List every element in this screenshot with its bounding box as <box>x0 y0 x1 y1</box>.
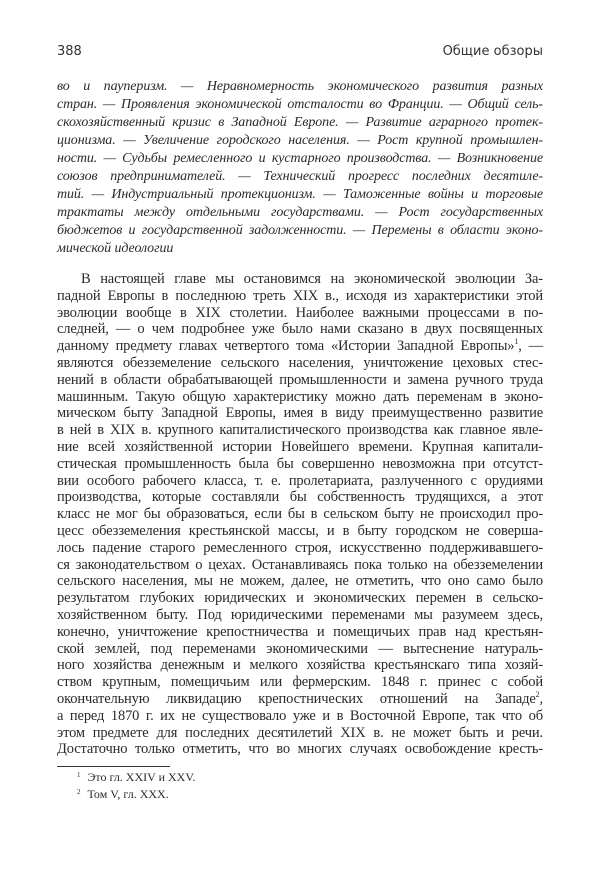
text-line <box>57 691 543 708</box>
text-line: производства, которые составляли бы собственность трудящихся, а этот <box>57 489 543 506</box>
text-line: хозяйственном быту. Под юридическими переменами мы разумеем здесь, <box>57 606 543 623</box>
running-head: Общие обзоры <box>442 44 543 59</box>
text-line: во и пауперизм. — Неравномерность экономического развития разных <box>57 79 543 94</box>
text-line: класс не мог бы образоваться, если бы в сельском быту не происходил про- <box>57 506 543 523</box>
body-paragraph <box>57 271 543 758</box>
footnote-ref: 2 <box>535 689 540 699</box>
chapter-summary <box>57 78 543 258</box>
text-line: машинным. Такую общую характеристику можно дать переменам в эконо- <box>57 388 543 405</box>
text-line: трактаты между отдельными государствами. — Рост государственных <box>57 205 543 220</box>
text-line: вии особого рабочего класса, т. е. пролетариата, разлученного с орудиями <box>57 472 543 489</box>
text-line: союзов предпринимателей. — Технический прогресс последних десятиле- <box>57 169 543 184</box>
text-line: конечно, уничтожение крепостничества и помещичьих прав над крестьян- <box>57 623 543 640</box>
text-line: следней, — о чем подробнее уже было нами сказано в двух посвященных <box>57 321 543 338</box>
text-line: ности. — Судьбы ремесленного и кустарного производства. — Возникновение <box>57 151 543 166</box>
text-line: падной Европы в последнюю треть XIX в., исходя из характеристики этой <box>57 287 543 304</box>
text-line: цесс обезземеления крестьянской массы, и в быту городском не соверша- <box>57 522 543 539</box>
footnote-ref: 1 <box>514 337 519 347</box>
text-line: сельского населения, мы не можем, далее, не отметить, что оно само было <box>57 573 543 590</box>
text-line: мическом быту Западной Европы, имея в виду преимущественно развитие <box>57 405 543 422</box>
footnote <box>77 769 195 786</box>
text-line: скохозяйственный кризис в Западной Европе. — Развитие аграрного протек- <box>57 115 543 130</box>
text-line: в ней в XIX в. крупного капиталистического производства как главное явле- <box>57 422 543 439</box>
page-number: 388 <box>57 44 82 59</box>
line-text: окончательную ликвидацию крепостнических отношений на Западе <box>57 690 536 707</box>
line-text: , <box>539 690 543 707</box>
text-line: этом предмете для последних десятилетий XIX в. не может быть и речи. <box>57 724 543 741</box>
text-line <box>57 338 543 355</box>
text-line: мической идеологии <box>57 241 174 256</box>
footnotes <box>77 769 195 803</box>
text-line: результатом глубоких юридических и экономических перемен в сельско- <box>57 590 543 607</box>
footnote-divider <box>57 766 170 767</box>
text-line: ние всей хозяйственной истории Новейшего времени. Крупная капитали- <box>57 438 543 455</box>
text-line: В настоящей главе мы остановимся на экономической эволюции За- <box>81 271 543 287</box>
text-line: бюджетов и государственной задолженности. — Перемены в области эконо- <box>57 223 543 238</box>
text-line: лось падение старого ремесленного строя, искусственно поддерживавшего- <box>57 539 543 556</box>
text-line: Достаточно только отметить, что во многих случаях освобождение кресть- <box>57 741 543 758</box>
footnote-text: Это гл. XXIV и XXV. <box>87 770 196 784</box>
footnote <box>77 786 195 803</box>
text-line: тий. — Индустриальный протекционизм. — Таможенные войны и торговые <box>57 187 543 202</box>
text-line: эволюции вообще в XIX столетии. Наиболее важными процессами в по- <box>57 304 543 321</box>
text-line: ством крупным, помещичьим или фермерским. 1848 г. принес с собой <box>57 674 543 691</box>
line-text: , — <box>518 338 543 355</box>
footnote-mark: 2 <box>77 788 81 796</box>
footnote-mark: 1 <box>77 771 81 779</box>
text-line: стическая промышленность была бы совершенно невозможна при отсутст- <box>57 455 543 472</box>
text-line: нений в области обрабатывающей промышленности и замена ручного труда <box>57 371 543 388</box>
footnote-text: Том V, гл. XXX. <box>87 787 169 801</box>
text-line: являются обезземеление сельского населения, уничтожение цеховых стес- <box>57 354 543 371</box>
line-text: данному предмету главах четвертого тома «Истории Западной Европы» <box>57 338 515 355</box>
text-line: стран. — Проявления экономической отсталости во Франции. — Общий сель- <box>57 97 543 112</box>
text-line: ской землей, под переменами экономическими — вытеснение натураль- <box>57 640 543 657</box>
text-line: ционизма. — Увеличение городского населения. — Рост крупной промышлен- <box>57 133 543 148</box>
text-line: ся законодательством о цехах. Останавливаясь пока только на обезземелении <box>57 556 543 573</box>
text-line: ного хозяйства денежным и мелкого хозяйства крестьянскаго типа хозяй- <box>57 657 543 674</box>
text-line: а перед 1870 г. их не существовало уже и в Восточной Европе, так что об <box>57 707 543 724</box>
